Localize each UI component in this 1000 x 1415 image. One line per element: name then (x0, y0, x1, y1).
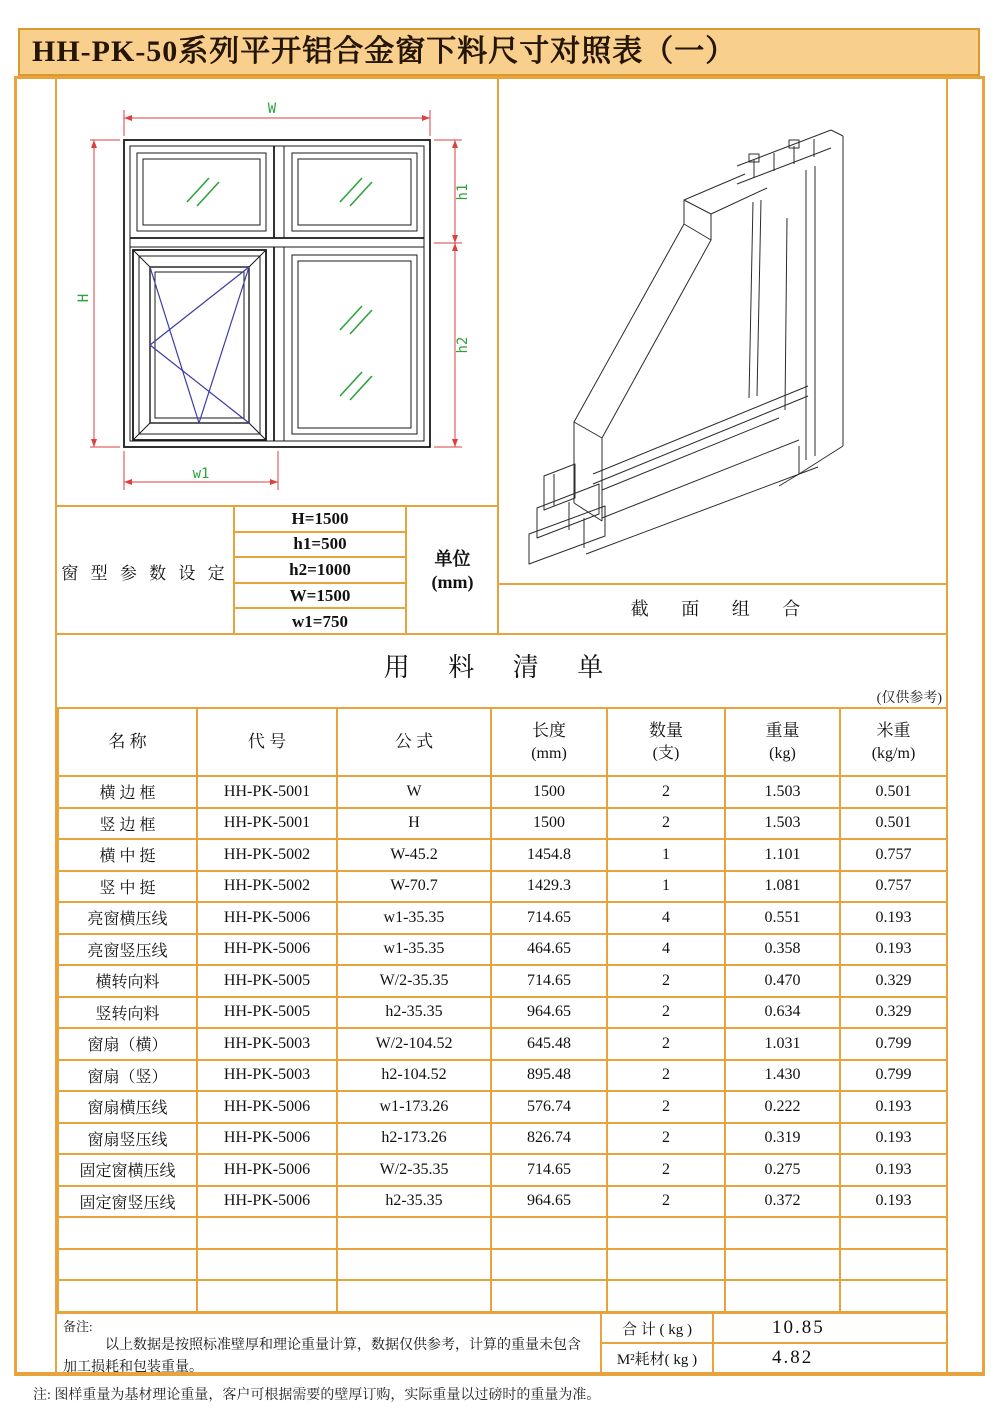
frame-outline (124, 140, 430, 447)
table-cell: HH-PK-5005 (197, 965, 337, 997)
table-cell: 竖转向料 (58, 997, 197, 1029)
empty-cell (725, 1249, 840, 1281)
table-cell: 0.757 (840, 839, 947, 871)
table-cell: 0.501 (840, 776, 947, 808)
table-cell: HH-PK-5001 (197, 808, 337, 840)
empty-cell (197, 1217, 337, 1249)
bom-reference-note: (仅供参考) (876, 691, 942, 706)
table-cell: 0.193 (840, 934, 947, 966)
table-cell: h2-35.35 (337, 997, 491, 1029)
empty-table-row (58, 1280, 947, 1312)
dim-label-h2: h2 (455, 336, 471, 354)
table-cell: 1500 (491, 808, 607, 840)
table-cell: 1.101 (725, 839, 840, 871)
table-cell: W-45.2 (337, 839, 491, 871)
sash-opening-lines (150, 267, 249, 423)
empty-cell (491, 1249, 607, 1281)
table-cell: 0.757 (840, 871, 947, 903)
table-cell: HH-PK-5002 (197, 871, 337, 903)
table-cell: 2 (607, 1186, 725, 1218)
table-cell: 0.372 (725, 1186, 840, 1218)
table-cell: 964.65 (491, 997, 607, 1029)
total-label: 合 计 ( kg ) (602, 1314, 714, 1342)
table-cell: 576.74 (491, 1091, 607, 1123)
table-cell: 714.65 (491, 902, 607, 934)
table-cell: HH-PK-5002 (197, 839, 337, 871)
dim-label-w: W (267, 101, 277, 117)
window-params-table (57, 505, 498, 633)
table-cell: 895.48 (491, 1060, 607, 1092)
table-cell: 0.329 (840, 997, 947, 1029)
bom-header-row (58, 708, 947, 776)
empty-cell (725, 1280, 840, 1312)
empty-cell (607, 1249, 725, 1281)
table-cell: 2 (607, 1028, 725, 1060)
param-row: h2=1000 (235, 558, 405, 584)
table-cell: 竖 中 挺 (58, 871, 197, 903)
table-row (58, 1186, 947, 1218)
table-row (58, 839, 947, 871)
table-cell: 0.193 (840, 902, 947, 934)
table-cell: 横 中 挺 (58, 839, 197, 871)
dim-label-h1: h1 (455, 183, 471, 201)
per-sqm-label: M²耗材( kg ) (602, 1344, 714, 1372)
page-title: HH-PK-50系列平开铝合金窗下料尺寸对照表（一） (18, 28, 980, 76)
bom-header-cell: 米重 (kg/m) (840, 708, 947, 776)
table-cell: 2 (607, 1123, 725, 1155)
dim-label-h: H (76, 293, 92, 303)
empty-cell (337, 1249, 491, 1281)
bom-title-band (57, 633, 946, 707)
table-row (58, 934, 947, 966)
summary-box (602, 1312, 946, 1372)
table-cell: 4 (607, 934, 725, 966)
table-cell: 1 (607, 871, 725, 903)
table-cell: 826.74 (491, 1123, 607, 1155)
empty-table-row (58, 1249, 947, 1281)
table-cell: h2-35.35 (337, 1186, 491, 1218)
table-cell: 964.65 (491, 1186, 607, 1218)
table-cell: HH-PK-5006 (197, 1091, 337, 1123)
table-cell: 2 (607, 1154, 725, 1186)
table-cell: 0.358 (725, 934, 840, 966)
table-cell: 1500 (491, 776, 607, 808)
table-cell: W/2-35.35 (337, 965, 491, 997)
table-cell: 0.193 (840, 1186, 947, 1218)
table-cell: 2 (607, 965, 725, 997)
table-row (58, 871, 947, 903)
unit-line2: (mm) (431, 572, 474, 592)
table-row (58, 1028, 947, 1060)
param-row: h1=500 (235, 533, 405, 559)
bom-header-cell: 名 称 (58, 708, 197, 776)
table-cell: HH-PK-5006 (197, 1154, 337, 1186)
table-cell: 1.503 (725, 808, 840, 840)
table-cell: 464.65 (491, 934, 607, 966)
bom-table (57, 707, 948, 1313)
table-cell: 0.319 (725, 1123, 840, 1155)
dimension-lines (90, 110, 462, 490)
table-cell: HH-PK-5003 (197, 1028, 337, 1060)
empty-cell (337, 1217, 491, 1249)
table-row (58, 1154, 947, 1186)
empty-cell (58, 1217, 197, 1249)
table-cell: H (337, 808, 491, 840)
window-elevation-diagram (57, 78, 497, 505)
table-cell: w1-35.35 (337, 902, 491, 934)
empty-table-row (58, 1217, 947, 1249)
table-cell: 2 (607, 997, 725, 1029)
bom-header-cell: 公 式 (337, 708, 491, 776)
table-cell: 1 (607, 839, 725, 871)
table-cell: 1.430 (725, 1060, 840, 1092)
section-caption: 截 面 组 合 (499, 583, 946, 633)
empty-cell (491, 1217, 607, 1249)
table-cell: 0.799 (840, 1028, 947, 1060)
table-cell: 0.501 (840, 808, 947, 840)
bom-header-cell: 代 号 (197, 708, 337, 776)
table-cell: HH-PK-5006 (197, 1123, 337, 1155)
table-cell: 0.222 (725, 1091, 840, 1123)
glass-hatch-marks (187, 178, 372, 400)
bom-header-cell: 长度 (mm) (491, 708, 607, 776)
table-cell: 亮窗横压线 (58, 902, 197, 934)
summary-total-row (602, 1312, 946, 1342)
table-cell: 0.193 (840, 1154, 947, 1186)
table-cell: 窗扇竖压线 (58, 1123, 197, 1155)
table-cell: 0.193 (840, 1091, 947, 1123)
unit-line1: 单位 (434, 548, 471, 569)
total-value: 10.85 (772, 1317, 825, 1338)
casement-sash (133, 250, 266, 440)
empty-cell (607, 1217, 725, 1249)
empty-cell (197, 1249, 337, 1281)
table-cell: HH-PK-5006 (197, 1186, 337, 1218)
empty-cell (58, 1280, 197, 1312)
summary-per-sqm-row (602, 1342, 946, 1372)
table-cell: w1-35.35 (337, 934, 491, 966)
table-cell: HH-PK-5006 (197, 934, 337, 966)
empty-cell (58, 1249, 197, 1281)
page-footnote: 注: 图样重量为基材理论重量，客户可根据需要的壁厚订购，实际重量以过磅时的重量为准。 (33, 1388, 601, 1403)
per-sqm-value: 4.82 (772, 1347, 814, 1368)
table-cell: HH-PK-5001 (197, 776, 337, 808)
table-cell: 固定窗横压线 (58, 1154, 197, 1186)
empty-cell (607, 1280, 725, 1312)
bom-header-cell: 重量 (kg) (725, 708, 840, 776)
remarks-text: 以上数据是按照标准壁厚和理论重量计算，数据仅供参考，计算的重量未包含加工损耗和包装重量。 (63, 1338, 581, 1375)
table-cell: 0.193 (840, 1123, 947, 1155)
table-cell: 0.551 (725, 902, 840, 934)
glazing-beads (137, 153, 417, 434)
param-row: w1=750 (292, 612, 348, 632)
table-cell: 1454.8 (491, 839, 607, 871)
table-cell: W-70.7 (337, 871, 491, 903)
bom-header-cell: 数量 (支) (607, 708, 725, 776)
table-cell: W (337, 776, 491, 808)
table-cell: w1-173.26 (337, 1091, 491, 1123)
table-cell: 2 (607, 1060, 725, 1092)
table-cell: 1429.3 (491, 871, 607, 903)
empty-cell (491, 1280, 607, 1312)
table-cell: 横 边 框 (58, 776, 197, 808)
params-label: 窗 型 参 数 设 定 (57, 507, 235, 635)
table-row (58, 1123, 947, 1155)
dim-label-w1: w1 (192, 466, 210, 482)
table-cell: h2-173.26 (337, 1123, 491, 1155)
table-cell: 1.081 (725, 871, 840, 903)
table-cell: 714.65 (491, 1154, 607, 1186)
table-row (58, 1091, 947, 1123)
table-cell: W/2-104.52 (337, 1028, 491, 1060)
table-row (58, 776, 947, 808)
profile-section-drawing (499, 78, 946, 583)
table-cell: 0.634 (725, 997, 840, 1029)
empty-cell (840, 1280, 947, 1312)
empty-cell (725, 1217, 840, 1249)
table-row (58, 997, 947, 1029)
empty-cell (197, 1280, 337, 1312)
table-cell: 0.470 (725, 965, 840, 997)
table-cell: W/2-35.35 (337, 1154, 491, 1186)
table-cell: 2 (607, 808, 725, 840)
params-unit (407, 507, 498, 635)
table-row (58, 965, 947, 997)
table-row (58, 808, 947, 840)
empty-cell (840, 1217, 947, 1249)
param-row: H=1500 (235, 507, 405, 533)
empty-cell (840, 1249, 947, 1281)
table-cell: 2 (607, 776, 725, 808)
table-cell: 固定窗竖压线 (58, 1186, 197, 1218)
table-cell: 竖 边 框 (58, 808, 197, 840)
table-cell: 0.329 (840, 965, 947, 997)
table-cell: HH-PK-5006 (197, 902, 337, 934)
content-area (55, 78, 948, 1374)
table-cell: 645.48 (491, 1028, 607, 1060)
table-cell: 0.799 (840, 1060, 947, 1092)
table-cell: 窗扇横压线 (58, 1091, 197, 1123)
table-cell: h2-104.52 (337, 1060, 491, 1092)
table-row (58, 1060, 947, 1092)
table-cell: 2 (607, 1091, 725, 1123)
table-row (58, 902, 947, 934)
param-row: W=1500 (235, 584, 405, 610)
table-cell: 714.65 (491, 965, 607, 997)
table-cell: 4 (607, 902, 725, 934)
table-cell: 0.275 (725, 1154, 840, 1186)
table-cell: 窗扇（横） (58, 1028, 197, 1060)
bom-title: 用 料 清 单 (383, 653, 620, 682)
table-cell: 1.031 (725, 1028, 840, 1060)
table-cell: 1.503 (725, 776, 840, 808)
remarks-label: 备注: (63, 1319, 93, 1334)
remarks-cell (57, 1312, 602, 1375)
table-cell: 窗扇（竖） (58, 1060, 197, 1092)
empty-cell (337, 1280, 491, 1312)
table-cell: 横转向料 (58, 965, 197, 997)
table-cell: 亮窗竖压线 (58, 934, 197, 966)
table-cell: HH-PK-5003 (197, 1060, 337, 1092)
table-cell: HH-PK-5005 (197, 997, 337, 1029)
params-values (235, 507, 407, 635)
